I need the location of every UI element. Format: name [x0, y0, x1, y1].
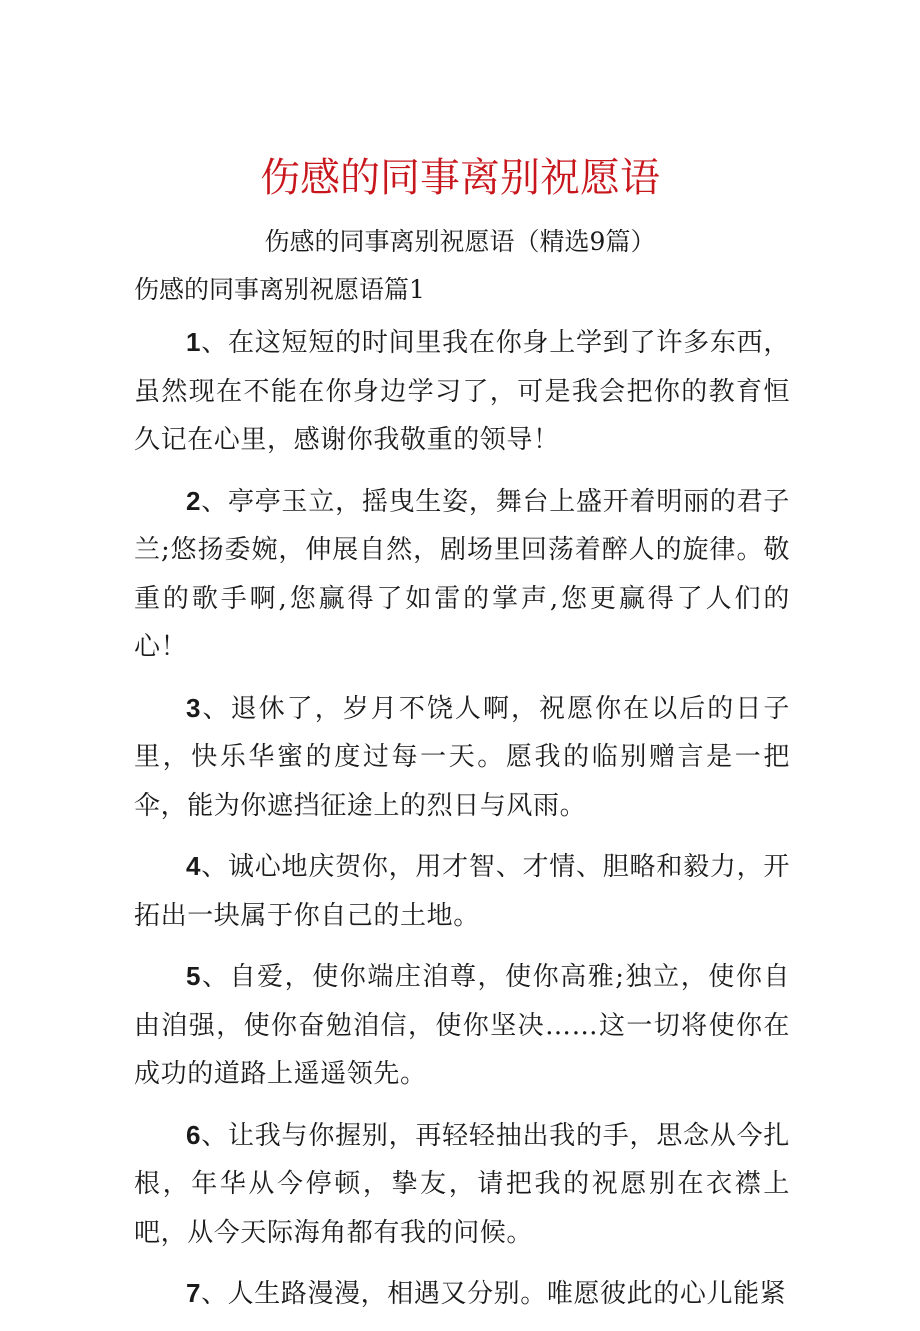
item-number: 6	[186, 1119, 202, 1150]
item-number: 4	[186, 851, 202, 881]
item-separator: 、	[201, 1279, 228, 1309]
item-text: 亭亭玉立，摇曳生姿，舞台上盛开着明丽的君子兰;悠扬委婉，伸展自然，剧场里回荡着醉人的旋律。敬重的歌手啊,您赢得了如雷的掌声,您更赢得了人们的心！	[134, 486, 790, 662]
item-separator: 、	[201, 1120, 229, 1151]
list-item	[134, 952, 790, 1099]
item-number: 7	[186, 1278, 202, 1308]
item-separator: 、	[201, 328, 229, 358]
item-text: 让我与你握别，再轻轻抽出我的手，思念从今扎根，年华从今停顿，挚友，请把我的祝愿别在衣襟上吧，从今天际海角都有我的问候。	[134, 1120, 790, 1248]
item-text: 在这短短的时间里我在你身上学到了许多东西，虽然现在不能在你身边学习了，可是我会把你的教育恒久记在心里，感谢你我敬重的领导！	[134, 328, 790, 455]
item-text: 诚心地庆贺你，用才智、才情、胆略和毅力，开拓出一块属于你自己的土地。	[134, 852, 790, 931]
item-number: 5	[186, 961, 202, 991]
list-item	[134, 318, 790, 465]
list-item	[134, 1269, 790, 1319]
document-title: 伤感的同事离别祝愿语	[260, 155, 660, 201]
list-item	[134, 1111, 790, 1258]
item-text: 人生路漫漫，相遇又分别。唯愿彼此的心儿能紧	[227, 1279, 787, 1309]
section-heading: 伤感的同事离别祝愿语篇1	[134, 275, 425, 304]
item-text: 自爱，使你端庄洎尊，使你高雅;独立，使你自由洎强，使你奋勉洎信，使你坚决……这一切将使你在成功的道路上遥遥领先。	[134, 962, 790, 1089]
item-number: 1	[186, 327, 202, 357]
list-item	[134, 842, 790, 940]
item-text: 退休了，岁月不饶人啊，祝愿你在以后的日子里，快乐华蜜的度过每一天。愿我的临别赠言是一把伞，能为你遮挡征途上的烈日与风雨。	[134, 693, 790, 821]
item-separator: 、	[201, 486, 229, 517]
item-number: 2	[186, 485, 202, 516]
item-separator: 、	[201, 962, 230, 992]
document-subtitle: 伤感的同事离别祝愿语（精选9篇）	[264, 227, 656, 256]
item-separator: 、	[201, 693, 231, 724]
list-item	[134, 684, 790, 831]
item-number: 3	[186, 692, 202, 723]
wish-list	[134, 318, 790, 1331]
item-separator: 、	[201, 852, 229, 882]
list-item	[134, 477, 790, 672]
